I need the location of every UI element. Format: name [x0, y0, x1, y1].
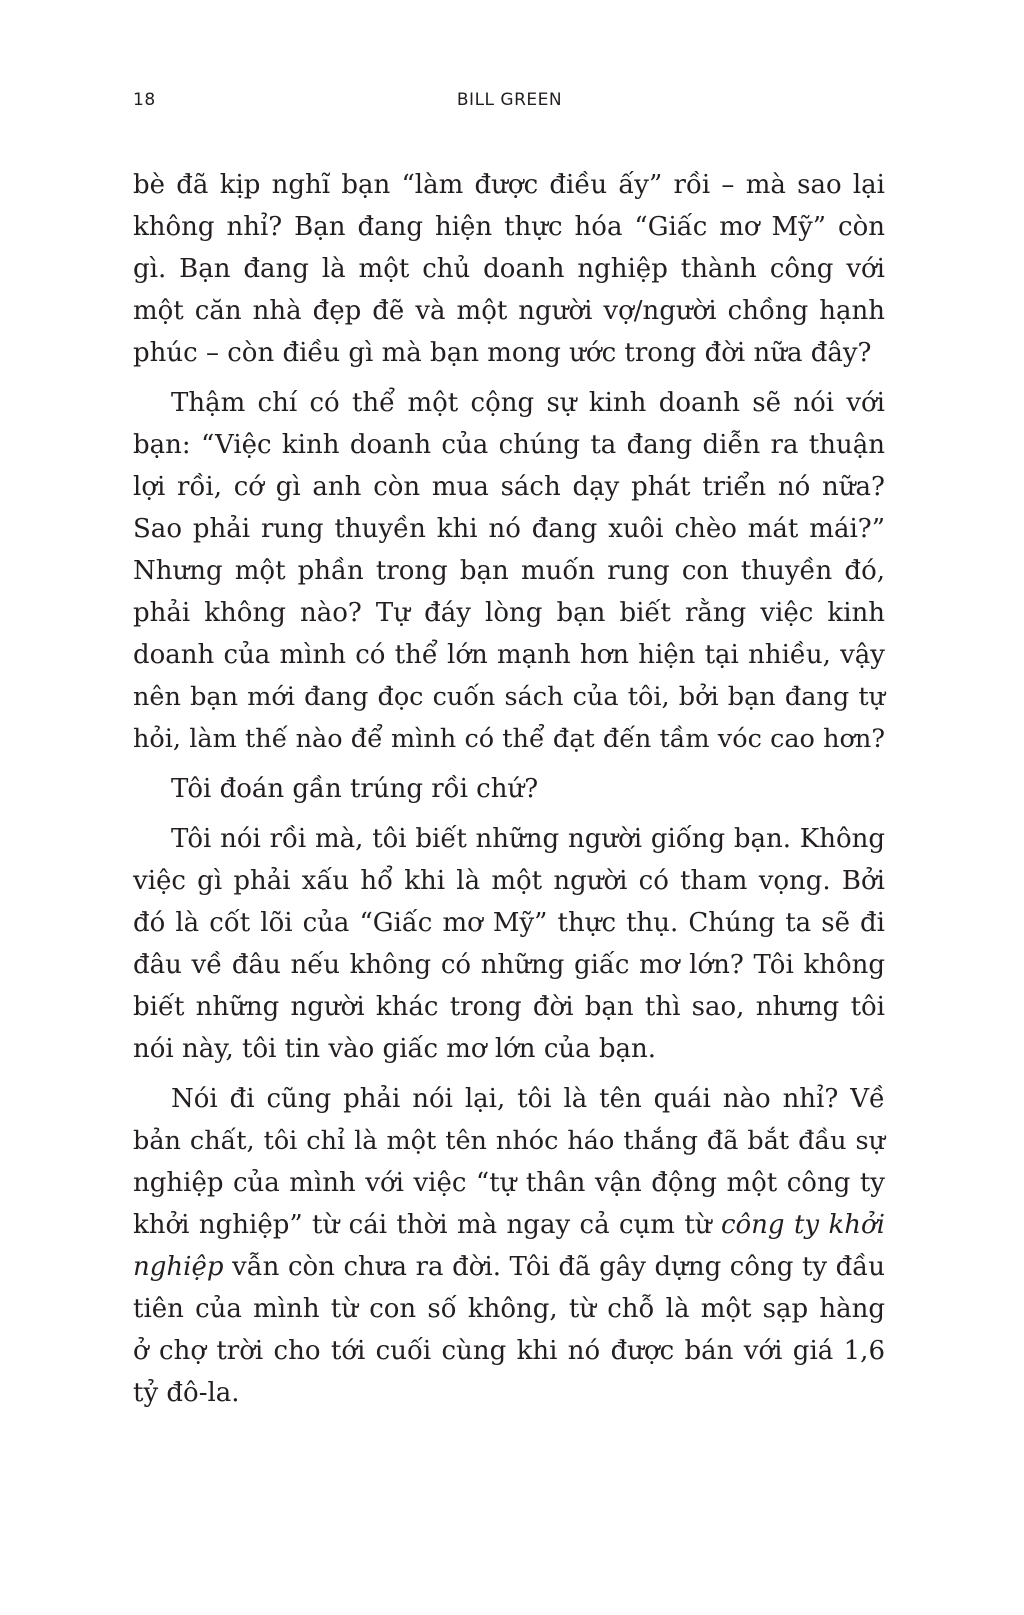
text-line: Sao phải rung thuyền khi nó đang xuôi chèo mát mái?”	[133, 514, 885, 544]
italic-term: nghiệp	[133, 1252, 224, 1282]
text-line: tỷ đô-la.	[133, 1378, 240, 1408]
text-run: vẫn còn chưa ra đời. Tôi đã gây dựng công ty đầu	[223, 1252, 885, 1282]
text-line: Thậm chí có thể một cộng sự kinh doanh sẽ nói với	[171, 388, 885, 418]
text-line: một căn nhà đẹp đẽ và một người vợ/người chồng hạnh	[133, 296, 885, 326]
text-line: Tôi đoán gần trúng rồi chứ?	[171, 774, 539, 804]
running-header	[133, 90, 886, 114]
paragraph-2	[133, 382, 885, 760]
text-line-mixed	[133, 1204, 885, 1246]
paragraph-5	[133, 1078, 885, 1414]
text-line: bản chất, tôi chỉ là một tên nhóc háo thắng đã bắt đầu sự	[133, 1126, 885, 1156]
text-line: ở chợ trời cho tới cuối cùng khi nó được bán với giá 1,6	[133, 1336, 885, 1366]
text-line: việc gì phải xấu hổ khi là một người có tham vọng. Bởi	[133, 866, 885, 896]
text-line: phúc – còn điều gì mà bạn mong ước trong đời nữa đây?	[133, 338, 872, 368]
body-text	[133, 164, 885, 1414]
text-line: Nói đi cũng phải nói lại, tôi là tên quái nào nhỉ? Về	[171, 1084, 885, 1114]
page-number: 18	[133, 90, 156, 110]
text-line-mixed	[133, 1246, 885, 1288]
paragraph-4	[133, 818, 885, 1070]
text-line: nên bạn mới đang đọc cuốn sách của tôi, bởi bạn đang tự	[133, 682, 885, 712]
paragraph-1	[133, 164, 885, 374]
paragraph-3	[133, 768, 885, 810]
text-line: Tôi nói rồi mà, tôi biết những người giống bạn. Không	[171, 824, 885, 854]
text-run: khởi nghiệp” từ cái thời mà ngay cả cụm từ	[133, 1210, 721, 1240]
text-line: nói này, tôi tin vào giấc mơ lớn của bạn.	[133, 1034, 657, 1064]
text-line: gì. Bạn đang là một chủ doanh nghiệp thành công với	[133, 254, 885, 284]
text-line: đâu về đâu nếu không có những giấc mơ lớn? Tôi không	[133, 950, 885, 980]
text-line: lợi rồi, cớ gì anh còn mua sách dạy phát triển nó nữa?	[133, 472, 885, 502]
text-line: bè đã kịp nghĩ bạn “làm được điều ấy” rồi – mà sao lại	[133, 170, 885, 200]
italic-term: công ty khởi	[720, 1210, 885, 1240]
text-line: tiên của mình từ con số không, từ chỗ là một sạp hàng	[133, 1294, 885, 1324]
text-line: hỏi, làm thế nào để mình có thể đạt đến tầm vóc cao hơn?	[133, 724, 885, 754]
text-line: phải không nào? Tự đáy lòng bạn biết rằng việc kinh	[133, 598, 885, 628]
text-line: biết những người khác trong đời bạn thì sao, nhưng tôi	[133, 992, 885, 1022]
text-line: Nhưng một phần trong bạn muốn rung con thuyền đó,	[133, 556, 885, 586]
running-header-author: BILL GREEN	[456, 90, 563, 110]
text-line: bạn: “Việc kinh doanh của chúng ta đang diễn ra thuận	[133, 430, 885, 460]
text-line: doanh của mình có thể lớn mạnh hơn hiện tại nhiều, vậy	[133, 640, 885, 670]
text-line: không nhỉ? Bạn đang hiện thực hóa “Giấc mơ Mỹ” còn	[133, 212, 885, 242]
text-line: nghiệp của mình với việc “tự thân vận động một công ty	[133, 1168, 885, 1198]
text-line: đó là cốt lõi của “Giấc mơ Mỹ” thực thụ. Chúng ta sẽ đi	[133, 908, 885, 938]
